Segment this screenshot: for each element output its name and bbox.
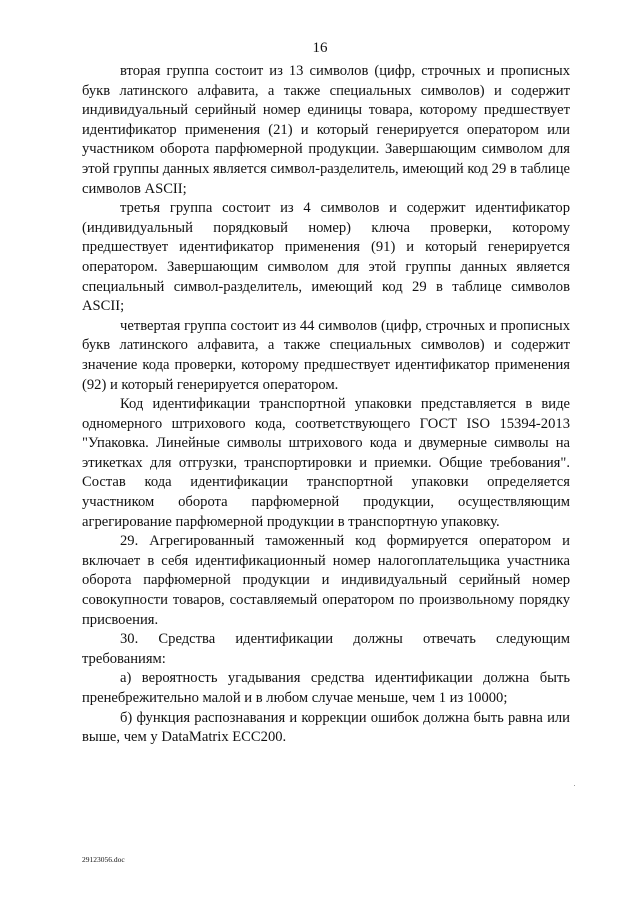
- paragraph-item-30-b: б) функция распознавания и коррекции ошибок должна быть равна или выше, чем у DataMatrix ECC200.: [82, 709, 570, 746]
- paragraph-item-30: 30. Средства идентификации должны отвечать следующим требованиям:: [82, 631, 570, 667]
- margin-mark: [574, 785, 575, 786]
- paragraph-item-30-a: а) вероятность угадывания средства идентификации должна быть пренебрежительно малой и в любом случае меньше, чем 1 из 10000;: [82, 670, 570, 706]
- paragraph-transport-package-code: Код идентификации транспортной упаковки представляется в виде одномерного штрихового кода, соответствующего ГОСТ ISO 15394-2013 "Упаковка. Линейные символы штрихового кода и двумерные символы на этикетках для отгрузки, транспортировки и приемки. Общие требования". Состав кода идентификации транспортной упаковки определяется участником оборота парфюмерной продукции, осуществляющим агрегирование парфюмерной продукции в транспортную упаковку.: [82, 396, 570, 530]
- page-number: 16: [312, 40, 328, 56]
- paragraph-item-29: 29. Агрегированный таможенный код формируется оператором и включает в себя идентификационный номер налогоплательщика участника оборота парфюмерной продукции и индивидуальный серийный номер совокупности товаров, составляемый оператором по произвольному порядку присвоения.: [82, 533, 570, 628]
- paragraph-fourth-group: четвертая группа состоит из 44 символов (цифр, строчных и прописных букв латинского алфавита, а также специальных символов) и содержит значение кода проверки, которому предшествует идентификатор применения (92) и который генерируется оператором.: [82, 317, 570, 393]
- paragraph-second-group: вторая группа состоит из 13 символов (цифр, строчных и прописных букв латинского алфавита, а также специальных символов) и содержит индивидуальный серийный номер единицы товара, которому предшествует идентификатор применения (21) и который генерируется оператором или участником оборота парфюмерной продукции. Завершающим символом для этой группы данных является символ-разделитель, имеющий код 29 в таблице символов ASCII;: [82, 63, 570, 197]
- paragraph-third-group: третья группа состоит из 4 символов и содержит идентификатор (индивидуальный порядковый номер) ключа проверки, которому предшествует идентификатор применения (91) и который генерируется оператором. Завершающим символом для этой группы данных является специальный символ-разделитель, имеющий код 29 в таблице символов ASCII;: [82, 200, 570, 315]
- file-name: 29123056.doc: [82, 855, 125, 864]
- document-body: [82, 62, 570, 748]
